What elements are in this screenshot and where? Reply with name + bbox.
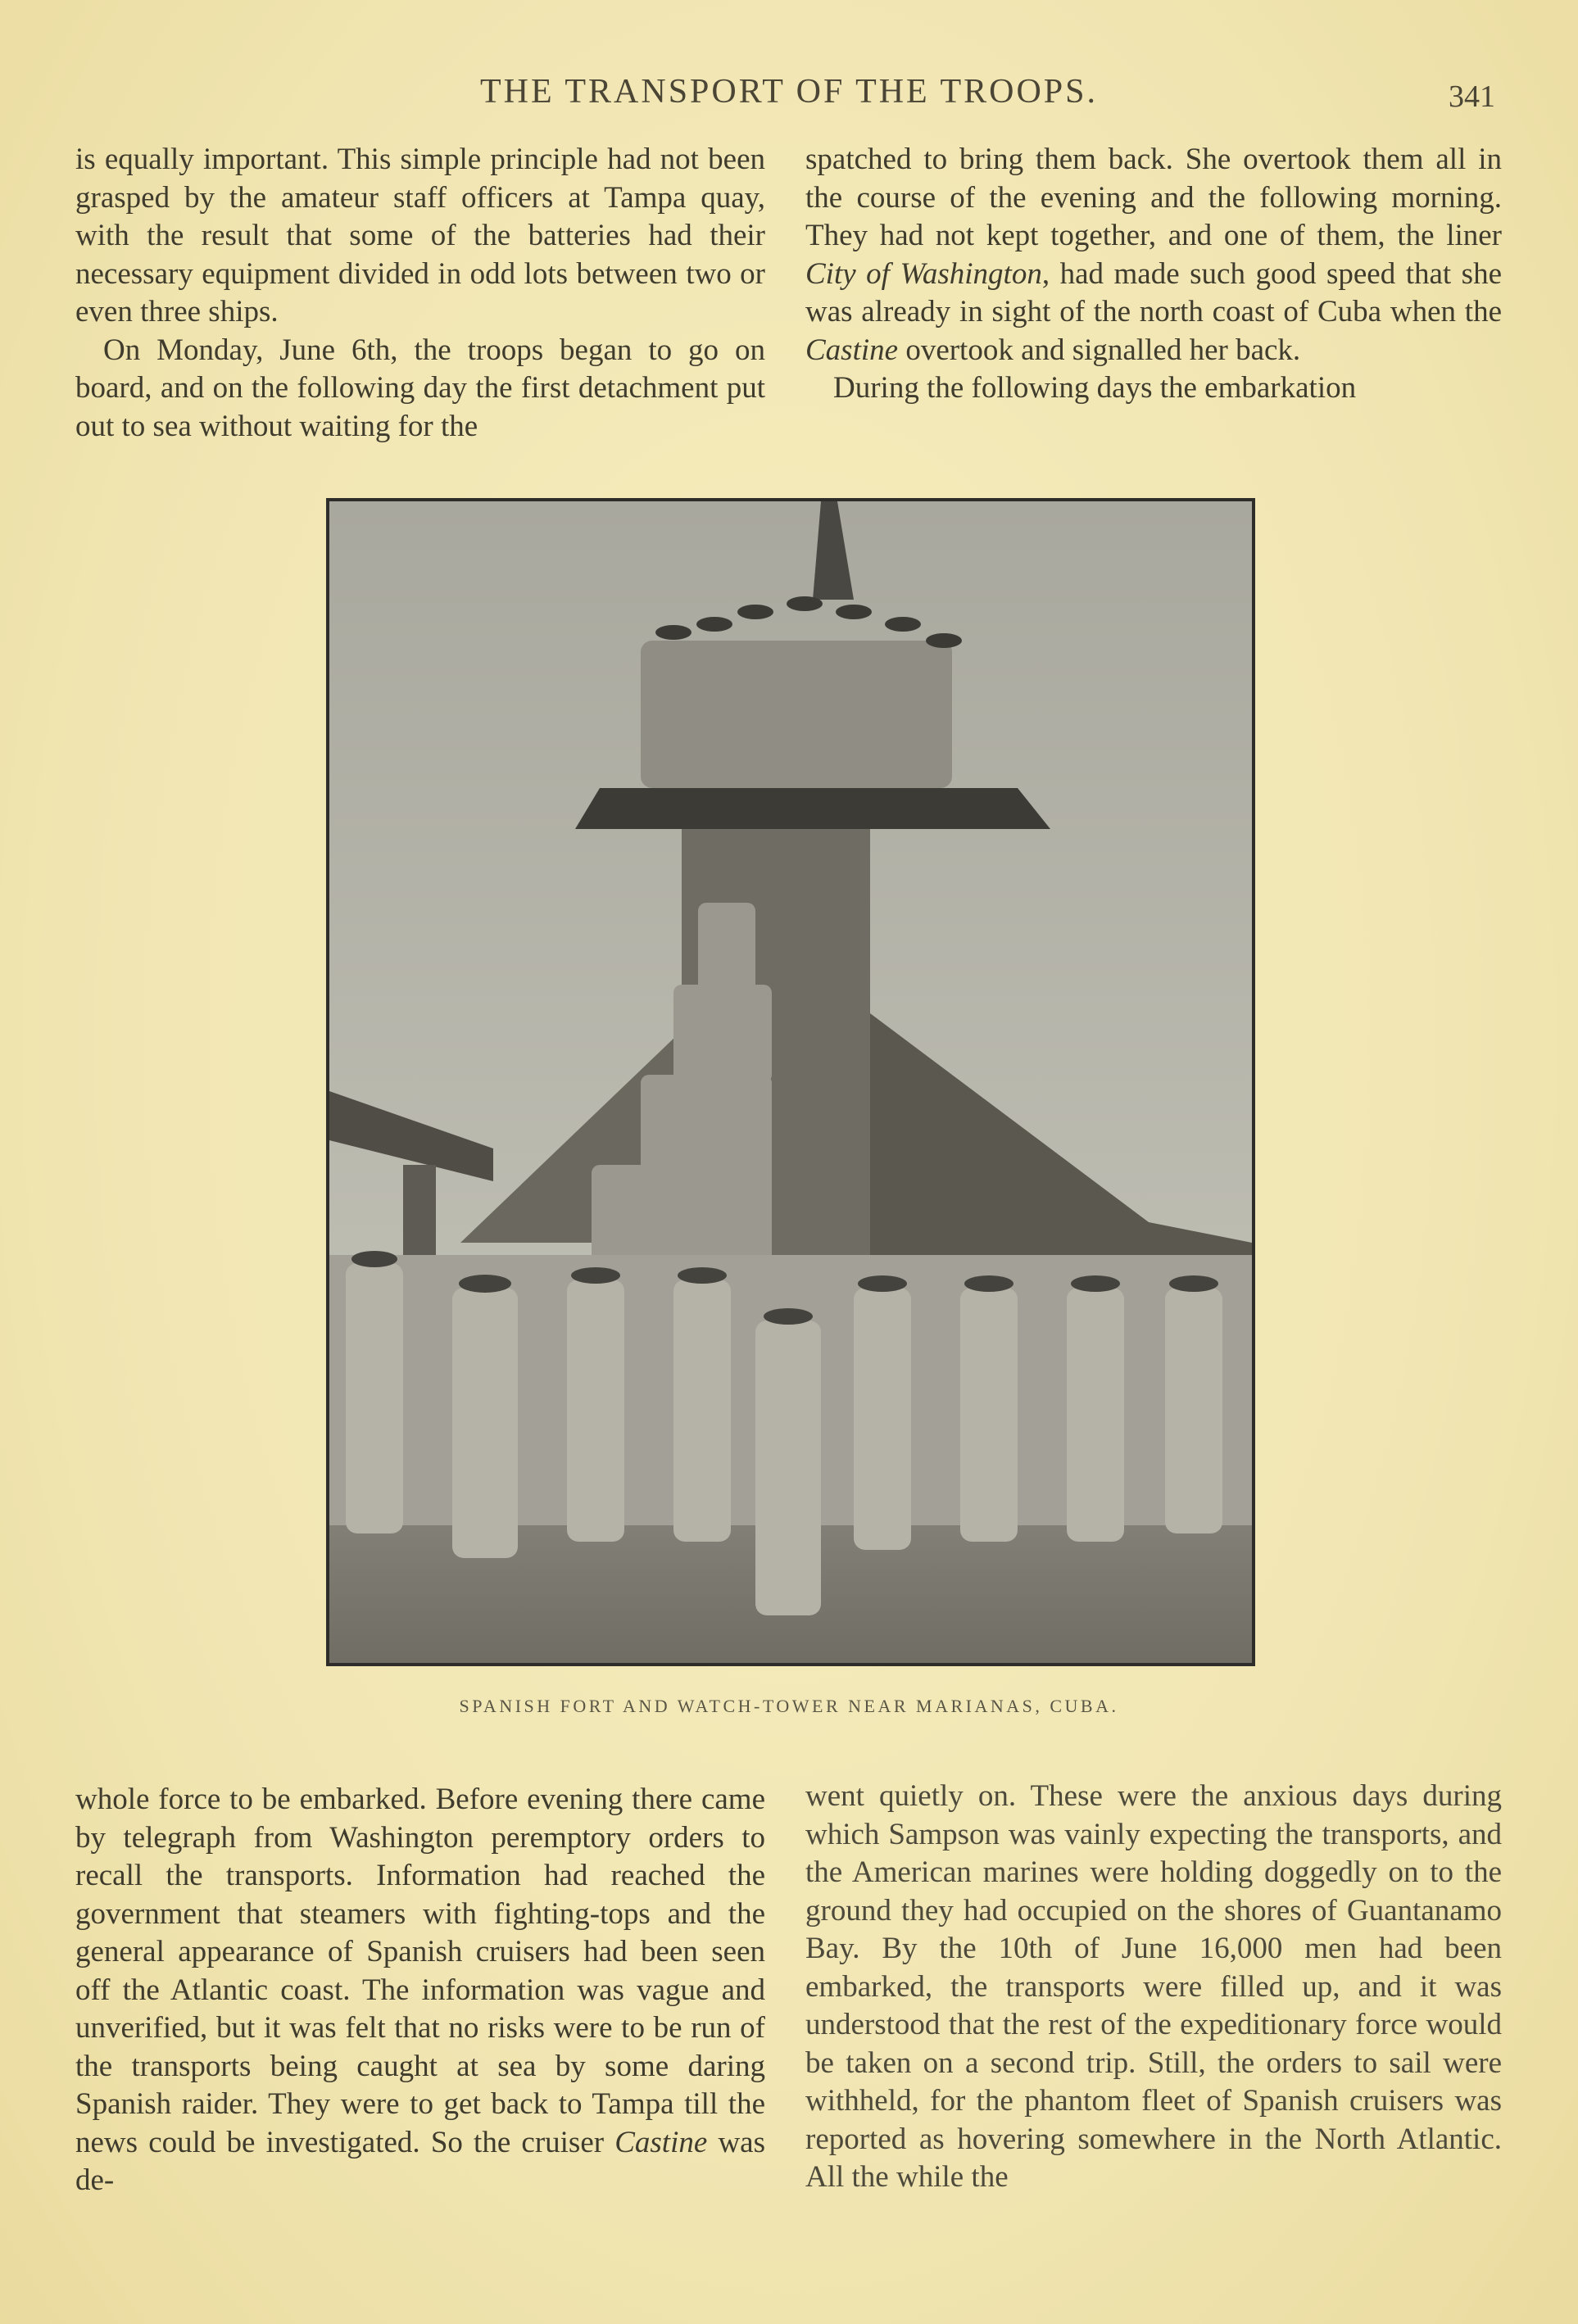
running-head: THE TRANSPORT OF THE TROOPS. — [479, 73, 1098, 111]
ship-name: City of Washington — [805, 256, 1042, 291]
tower-platform — [575, 788, 1050, 829]
people-on-tower — [641, 641, 952, 788]
text-column-top-left — [75, 141, 765, 446]
ship-name: Castine — [614, 2125, 708, 2159]
text-column-bottom-right — [805, 1778, 1502, 2197]
text-run: was de- — [75, 2125, 765, 2197]
paragraph: During the following days the embarkation — [833, 371, 1357, 405]
ship-name: Castine — [805, 333, 899, 367]
halftone-photo — [329, 501, 1252, 1663]
text-column-bottom-left — [75, 1781, 765, 2200]
text-run: whole force to be embarked. Before evening there came by telegraph from Washington peremptory orders to recall the transports. Information had reached the government that steamers with fighting-tops and the general appearance of Spanish cruisers had been seen off the Atlantic coast. The information was vague and unverified, but it was felt that no risks were to be run of the transports being caught at sea by some daring Spanish raider. They were to get back to Tampa till the news could be investigated. So the cruiser — [75, 1783, 765, 2159]
page-number: 341 — [1449, 79, 1495, 114]
text-run: , had made such good speed that she was already in sight of the north coast of Cuba when the — [805, 256, 1502, 328]
text-run: overtook and signalled her back. — [898, 333, 1301, 367]
figure-caption: SPANISH FORT AND WATCH-TOWER NEAR MARIANAS, CUBA. — [459, 1696, 1119, 1716]
text-column-top-right — [805, 141, 1502, 408]
photograph-fort-watchtower — [326, 498, 1255, 1666]
paragraph — [805, 141, 1502, 369]
paragraph — [75, 1781, 765, 2200]
paragraph: is equally important. This simple principle had not been grasped by the amateur staff officers at Tampa quay, with the result that some of the batteries had their necessary equipment divided in odd lots between two or even three ships. — [75, 143, 765, 328]
paragraph: On Monday, June 6th, the troops began to go on board, and on the following day the first detachment put out to sea without waiting for the — [75, 333, 765, 443]
text-run: spatched to bring them back. She overtook them all in the course of the evening and the following morning. They had not kept together, and one of them, the liner — [805, 143, 1502, 252]
paragraph: went quietly on. These were the anxious days during which Sampson was vainly expecting the transports, and the American marines were holding doggedly on to the ground they had occupied on the shores of Guantanamo Bay. By the 10th of June 16,000 men had been embarked, the transports were filled up, and it was understood that the rest of the expeditionary force would be taken on a second trip. Still, the orders to sail were withheld, for the phantom fleet of Spanish cruisers was reported as hovering somewhere in the North Atlantic. All the while the — [805, 1779, 1502, 2194]
